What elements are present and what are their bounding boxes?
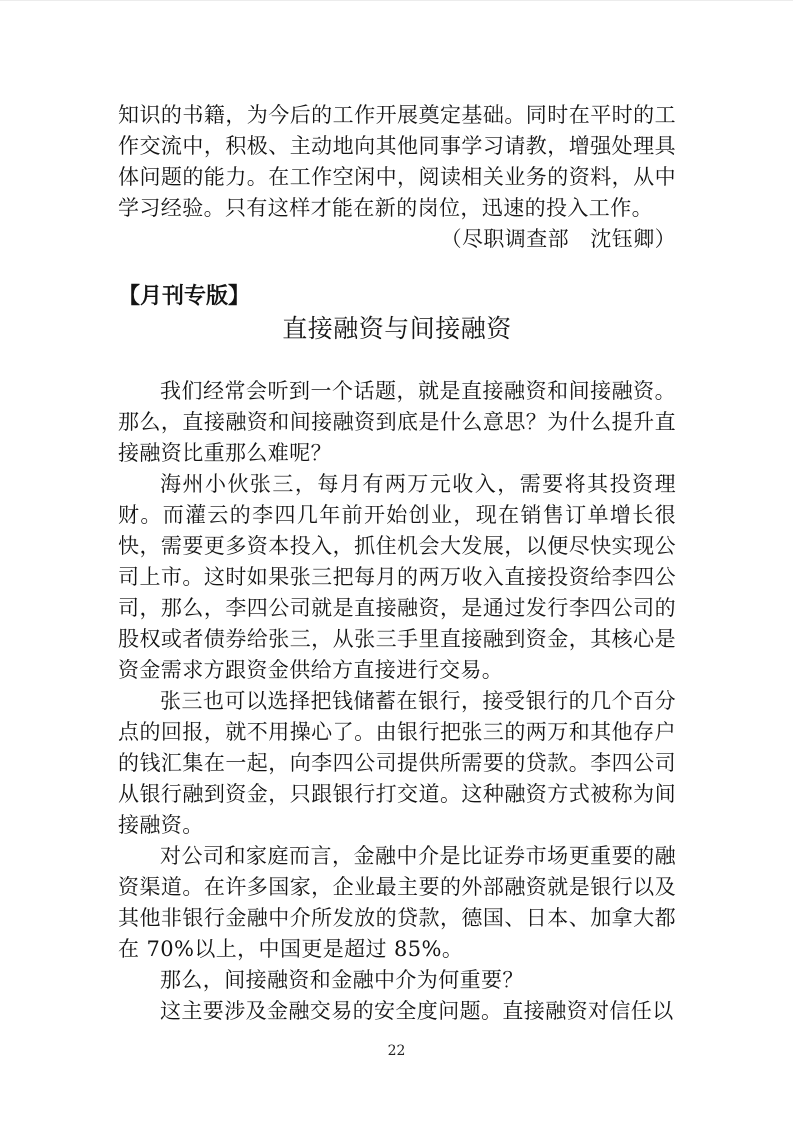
article-title: 直接融资与间接融资 [282, 314, 512, 343]
section-label: 【月刊专版】 [118, 283, 251, 309]
page-number: 22 [387, 1043, 406, 1059]
article-paragraph: 对公司和家庭而言，金融中介是比证券市场更重要的融资渠道。在许多国家，企业最主要的外部融资就是银行以及其他非银行金融中介所发放的贷款，德国、日本、加拿大都在 70%以上，中国更是超过 85%。 [118, 844, 676, 961]
signature-line: （尽职调查部 沈钰卿） [440, 227, 676, 251]
article-body [118, 376, 676, 1027]
article-paragraph: 那么，间接融资和金融中介为何重要？ [160, 968, 524, 992]
article-paragraph: 这主要涉及金融交易的安全度问题。直接融资对信任以 [160, 999, 674, 1023]
article-paragraph: 张三也可以选择把钱储蓄在银行，接受银行的几个百分点的回报，就不用操心了。由银行把张三的两万和其他存户的钱汇集在一起，向李四公司提供所需要的贷款。李四公司从银行融到资金，只跟银行打交道。这种融资方式被称为间接融资。 [118, 689, 676, 837]
article-paragraph: 海州小伙张三，每月有两万元收入，需要将其投资理财。而灌云的李四几年前开始创业，现在销售订单增长很快，需要更多资本投入，抓住机会大发展，以便尽快实现公司上市。这时如果张三把每月的两万收入直接投资给李四公司，那么，李四公司就是直接融资，是通过发行李四公司的股权或者债券给张三，从张三手里直接融到资金，其核心是资金需求方跟资金供给方直接进行交易。 [118, 472, 676, 682]
article-paragraph: 我们经常会听到一个话题，就是直接融资和间接融资。那么，直接融资和间接融资到底是什么意思？为什么提升直接融资比重那么难呢？ [118, 379, 676, 465]
page-content [118, 100, 676, 1027]
continuation-paragraph: 知识的书籍，为今后的工作开展奠定基础。同时在平时的工作交流中，积极、主动地向其他同事学习请教，增强处理具体问题的能力。在工作空闲中，阅读相关业务的资料，从中学习经验。只有这样才能在新的岗位，迅速的投入工作。 [118, 103, 676, 220]
